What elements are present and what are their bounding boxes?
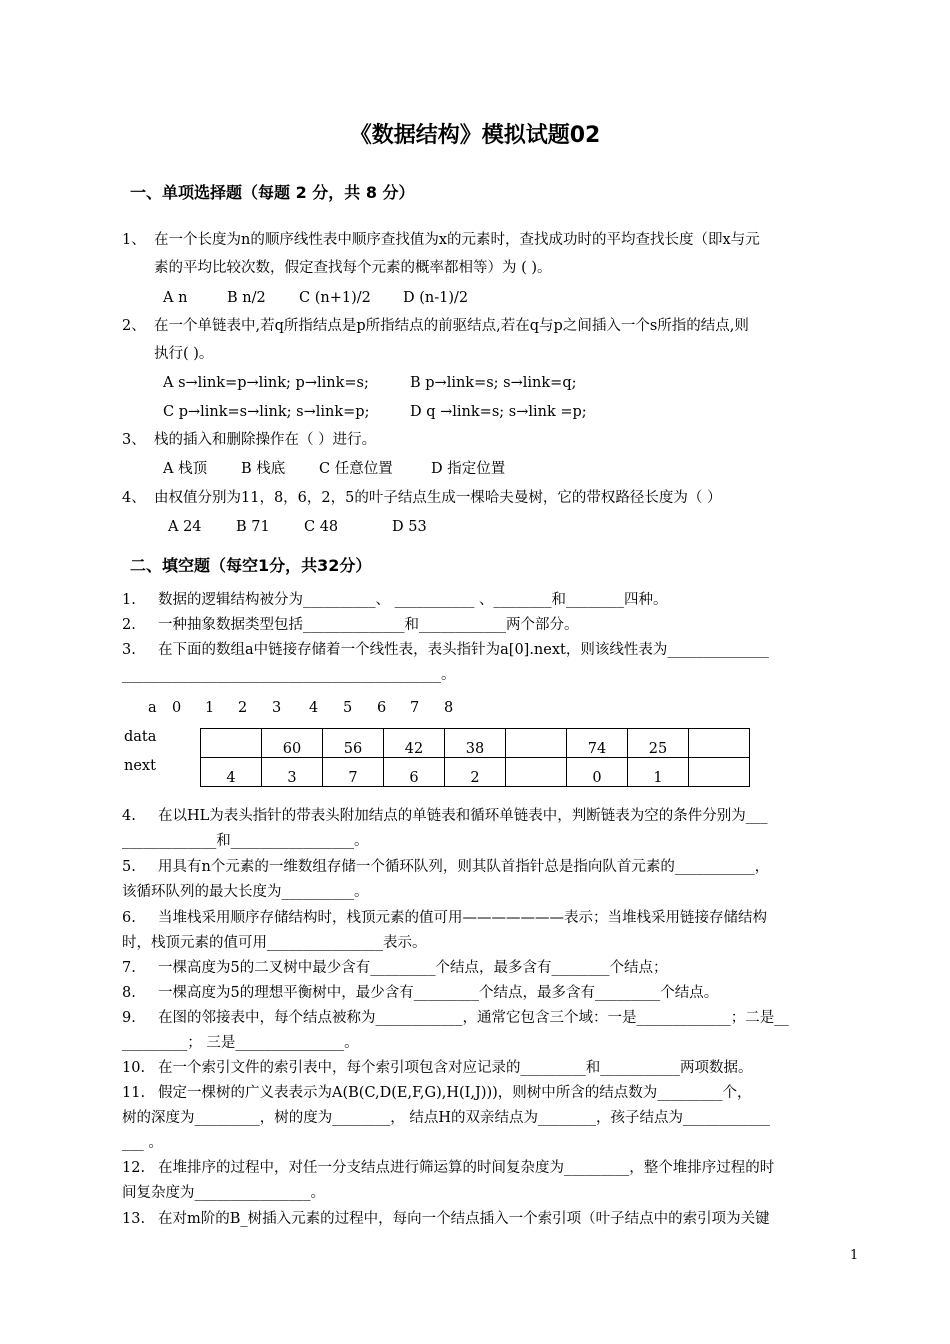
q1-option-d: D (n-1)/2 (403, 290, 469, 306)
array-index-4: 4 (309, 700, 319, 716)
q4-option-b: B 71 (236, 519, 270, 535)
q3-option-d: D 指定位置 (431, 461, 506, 477)
q4-options (168, 517, 427, 537)
data-cell-5 (506, 729, 567, 758)
q2-text-2: 执行( )。 (154, 346, 214, 362)
fill-13-text: 在对m阶的B_树插入元素的过程中，每向一个结点插入一个索引项（叶子结点中的索引项为关键 (158, 1211, 770, 1227)
q3-number: 3、 (122, 432, 146, 448)
fill-9-number: 9. (122, 1010, 136, 1026)
next-cell-2: 7 (323, 758, 384, 787)
fill-11-text-cont: 树的深度为_________，树的度为________， 结点H的双亲结点为________，孩子结点为____________ (122, 1110, 771, 1126)
next-cell-7: 1 (628, 758, 689, 787)
fill-6-number: 6. (122, 910, 136, 926)
fill-1-text: 数据的逻辑结构被分为__________、 ___________ 、________和________四种。 (158, 592, 668, 608)
fill-11-number: 11. (122, 1085, 146, 1101)
fill-8-text: 一棵高度为5的理想平衡树中，最少含有_________个结点，最多含有_________个结点。 (158, 985, 719, 1001)
fill-5-text-cont: 该循环队列的最大长度为__________。 (122, 884, 369, 900)
fill-7-text: 一棵高度为5的二叉树中最少含有_________个结点，最多含有________个结点； (158, 960, 668, 976)
q1-number: 1、 (122, 232, 146, 248)
q3-option-b: B 栈底 (241, 461, 286, 477)
page-title: 《数据结构》模拟试题02 (349, 123, 601, 148)
q2-option-b: B p→link=s; s→link=q; (410, 375, 577, 391)
array-index-8: 8 (444, 700, 454, 716)
next-cell-3: 6 (384, 758, 445, 787)
fill-4-number: 4. (122, 808, 136, 824)
q4-option-a: A 24 (168, 519, 202, 535)
q1-text-2: 素的平均比较次数，假定查找每个元素的概率都相等）为 ( )。 (154, 260, 552, 276)
q4-text-1: 由权值分别为11，8，6，2，5的叶子结点生成一棵哈夫曼树，它的带权路径长度为（ ） (154, 490, 722, 506)
array-index-3: 3 (272, 700, 282, 716)
q2-text-1: 在一个单链表中,若q所指结点是p所指结点的前驱结点,若在q与p之间插入一个s所指的结点,则 (154, 318, 749, 334)
fill-9-text-cont: _________； 三是_______________。 (122, 1035, 359, 1051)
fill-4-text: 在以HL为表头指针的带表头附加结点的单链表和循环单链表中，判断链表为空的条件分别为___ (158, 808, 768, 824)
fill-6-text: 当堆栈采用顺序存储结构时，栈顶元素的值可用———————表示；当堆栈采用链接存储结构 (158, 910, 767, 926)
fill-12-text: 在堆排序的过程中，对任一分支结点进行筛运算的时间复杂度为_________，整个堆排序过程的时 (158, 1160, 775, 1176)
next-cell-4: 2 (445, 758, 506, 787)
array-index-1: 1 (205, 700, 215, 716)
q4-option-c: C 48 (304, 519, 339, 535)
fill-13-number: 13. (122, 1211, 146, 1227)
fill-10-text: 在一个索引文件的索引表中，每个索引项包含对应记录的_________和___________两项数据。 (158, 1060, 753, 1076)
fill-5-number: 5. (122, 859, 136, 875)
fill-3-text: 在下面的数组a中链接存储着一个线性表，表头指针为a[0].next，则该线性表为______________ (158, 642, 769, 658)
data-cell-7: 25 (628, 729, 689, 758)
fill-2-number: 2. (122, 617, 136, 633)
data-cell-0 (201, 729, 262, 758)
fill-5-text: 用具有n个元素的一维数组存储一个循环队列，则其队首指针总是指向队首元素的___________， (158, 859, 770, 875)
array-index-0: 0 (172, 700, 182, 716)
next-row (201, 758, 750, 787)
fill-4-text-cont: _____________和_________________。 (122, 833, 369, 849)
data-cell-8 (689, 729, 750, 758)
fill-1-number: 1. (122, 592, 136, 608)
fill-8-number: 8. (122, 985, 136, 1001)
fill-3-number: 3. (122, 642, 136, 658)
fill-10-number: 10. (122, 1060, 146, 1076)
q4-option-d: D 53 (392, 519, 427, 535)
array-table (200, 728, 750, 787)
fill-3-text-cont: ____________________________________________。 (122, 667, 456, 683)
array-index-2: 2 (238, 700, 248, 716)
q4-number: 4、 (122, 490, 146, 506)
array-index-5: 5 (343, 700, 353, 716)
q3-options (163, 459, 505, 479)
section1-heading: 一、单项选择题（每题 2 分，共 8 分） (130, 183, 415, 202)
q3-text-1: 栈的插入和删除操作在（ ）进行。 (154, 432, 377, 448)
q1-options (163, 288, 468, 308)
next-cell-1: 3 (262, 758, 323, 787)
q2-option-a: A s→link=p→link; p→link=s; (163, 375, 369, 391)
fill-2-text: 一种抽象数据类型包括______________和____________两个部分。 (158, 617, 579, 633)
q3-option-a: A 栈顶 (163, 461, 208, 477)
data-row (201, 729, 750, 758)
q1-option-b: B n/2 (227, 290, 266, 306)
q3-option-c: C 任意位置 (319, 461, 393, 477)
data-cell-1: 60 (262, 729, 323, 758)
q1-option-c: C (n+1)/2 (299, 290, 371, 306)
fill-12-number: 12. (122, 1160, 146, 1176)
next-cell-0: 4 (201, 758, 262, 787)
fill-7-number: 7. (122, 960, 136, 976)
fill-11-text: 假定一棵树的广义表表示为A(B(C,D(E,F,G),H(I,J)))，则树中所含的结点数为_________个， (158, 1085, 752, 1101)
fill-12-text-cont: 间复杂度为________________。 (122, 1185, 325, 1201)
data-row-label: data (124, 729, 157, 745)
q2-option-d: D q →link=s; s→link =p; (410, 404, 587, 420)
q1-option-a: A n (163, 290, 188, 306)
data-cell-6: 74 (567, 729, 628, 758)
data-cell-4: 38 (445, 729, 506, 758)
fill-11-text-cont2: ___ 。 (122, 1135, 163, 1151)
data-cell-3: 42 (384, 729, 445, 758)
data-cell-2: 56 (323, 729, 384, 758)
array-index-7: 7 (410, 700, 420, 716)
page-number: 1 (850, 1248, 859, 1263)
q2-option-c: C p→link=s→link; s→link=p; (163, 404, 370, 420)
next-cell-8 (689, 758, 750, 787)
next-cell-5 (506, 758, 567, 787)
fill-6-text-cont: 时，栈顶元素的值可用________________表示。 (122, 935, 427, 951)
section2-heading: 二、填空题（每空1分，共32分） (130, 556, 372, 575)
q1-text-1: 在一个长度为n的顺序线性表中顺序查找值为x的元素时，查找成功时的平均查找长度（即x与元 (154, 232, 760, 248)
next-cell-6: 0 (567, 758, 628, 787)
fill-9-text: 在图的邻接表中，每个结点被称为____________，通常它包含三个域：一是_____________；二是__ (158, 1010, 789, 1026)
array-name: a (148, 700, 157, 716)
array-index-6: 6 (377, 700, 387, 716)
next-row-label: next (124, 758, 156, 774)
q2-number: 2、 (122, 318, 146, 334)
